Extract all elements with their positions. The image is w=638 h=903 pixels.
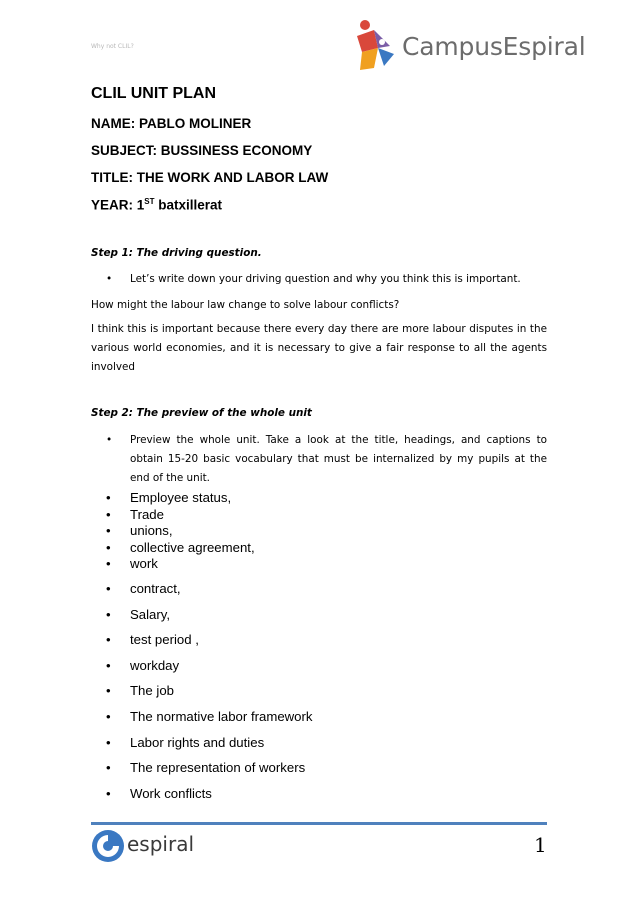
vocab-list-tight bbox=[91, 490, 547, 573]
vocab-list-spaced bbox=[91, 580, 547, 810]
list-item: • contract, bbox=[91, 580, 547, 597]
campus-espiral-mark-icon bbox=[354, 18, 402, 76]
list-item: • Trade bbox=[91, 507, 547, 524]
list-item: • Work conflicts bbox=[91, 785, 547, 802]
list-item: • Employee status, bbox=[91, 490, 547, 507]
list-item: • work bbox=[91, 556, 547, 573]
list-item: • Preview the whole unit. Take a look at the title, headings, and captions to obtain 15-20 basic vocabulary that must be internalized by my pupils at the end of the unit. bbox=[91, 431, 547, 488]
list-item: • workday bbox=[91, 657, 547, 674]
list-item: • The normative labor framework bbox=[91, 708, 547, 725]
list-item: • Salary, bbox=[91, 606, 547, 623]
step1-bullets bbox=[91, 270, 547, 289]
header-note: Why not CLIL? bbox=[91, 43, 134, 50]
espiral-swirl-icon bbox=[91, 829, 125, 863]
list-item: • Labor rights and duties bbox=[91, 734, 547, 751]
step1-answer: I think this is important because there every day there are more labour disputes in the various world economies, and it is necessary to give a fair response to all the agents involved bbox=[91, 323, 547, 373]
driving-question: How might the labour law change to solve labour conflicts? bbox=[91, 299, 400, 311]
list-item: • test period , bbox=[91, 631, 547, 648]
list-item: • The representation of workers bbox=[91, 759, 547, 776]
plan-title: CLIL UNIT PLAN bbox=[91, 85, 217, 102]
list-item: • The job bbox=[91, 682, 547, 699]
step2-bullets bbox=[91, 431, 547, 488]
step2-heading: Step 2: The preview of the whole unit bbox=[91, 407, 312, 419]
page-number: 1 bbox=[534, 833, 547, 857]
footer-brand: espiral bbox=[127, 832, 195, 856]
year-line: YEAR: 1ST batxillerat bbox=[91, 197, 223, 213]
list-item: • unions, bbox=[91, 523, 547, 540]
espiral-footer-logo bbox=[91, 829, 201, 864]
subject-line: SUBJECT: BUSSINESS ECONOMY bbox=[91, 143, 313, 158]
campus-espiral-logo bbox=[354, 18, 599, 76]
list-item: • Let’s write down your driving question and why you think this is important. bbox=[91, 270, 547, 289]
name-line: NAME: PABLO MOLINER bbox=[91, 116, 252, 131]
step1-heading: Step 1: The driving question. bbox=[91, 247, 262, 259]
title-line: TITLE: THE WORK AND LABOR LAW bbox=[91, 170, 329, 185]
list-item: • collective agreement, bbox=[91, 540, 547, 557]
logo-text: CampusEspiral bbox=[402, 32, 586, 61]
footer-rule bbox=[91, 822, 547, 825]
